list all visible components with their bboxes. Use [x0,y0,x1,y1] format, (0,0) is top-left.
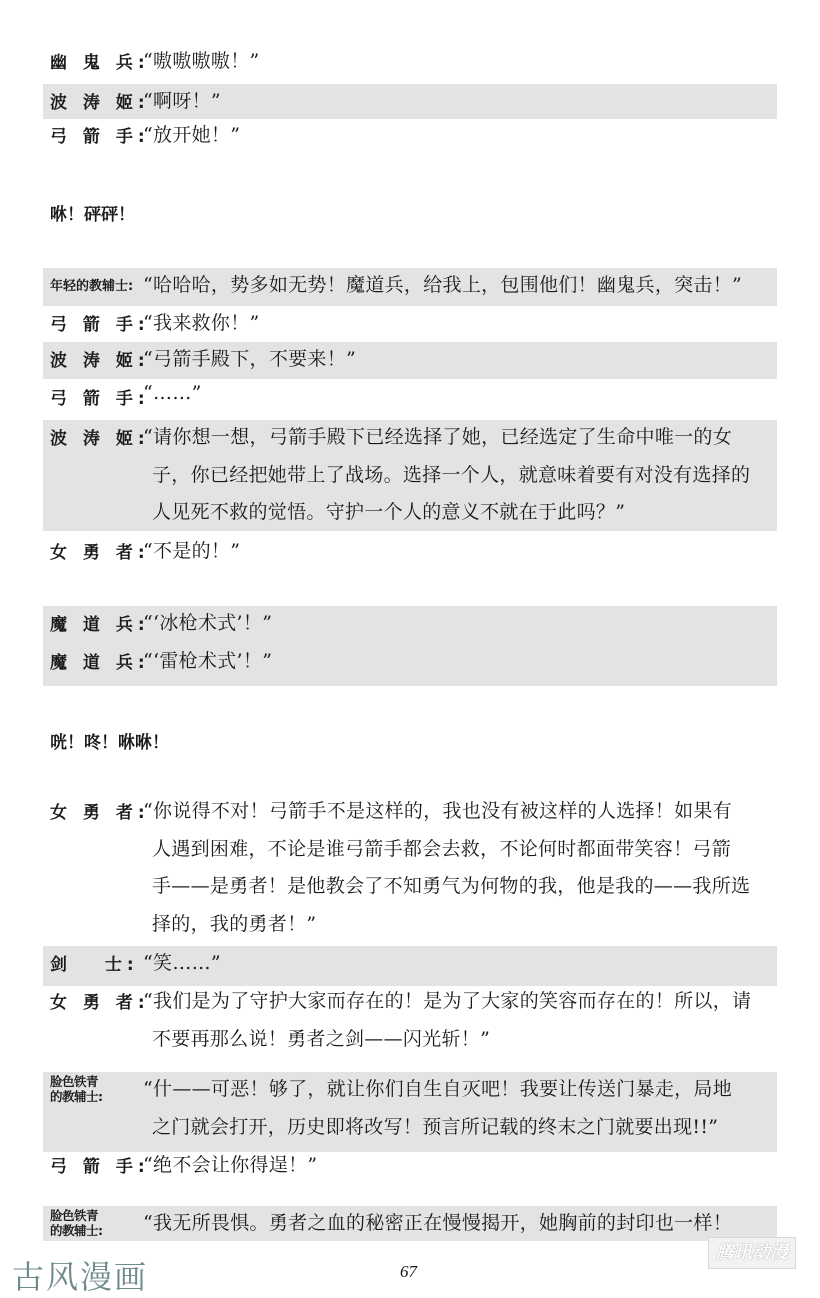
dialogue-line: “啊呀！” [143,90,221,112]
speaker-name: 波 涛 姬: [50,93,150,113]
dialogue-line: “‘冰枪术式’！” [143,612,273,634]
dialogue-line: “嗷嗷嗷嗷！” [143,50,260,72]
speaker-name: 女 勇 者: [50,993,150,1013]
dialogue-line: “你说得不对！弓箭手不是这样的，我也没有被这样的人选择！如果有 [143,800,733,822]
dialogue-line: “不是的！” [143,540,241,562]
watermark: 古风漫画 [12,1258,149,1296]
speaker-name: 脸色铁青 的教辅士: [50,1074,103,1104]
dialogue-line: “我来救你！” [143,312,260,334]
sound-effect: 咣！咚！咻咻！ [50,733,169,753]
dialogue-line: “弓箭手殿下，不要来！” [143,348,357,370]
dialogue-line: “笑……” [143,952,221,974]
speaker-name: 弓 箭 手: [50,389,150,409]
speaker-name: 女 勇 者: [50,543,150,563]
speaker-name: 女 勇 者: [50,803,150,823]
publisher-logo: 腾讯动漫 [708,1237,796,1269]
speaker-name: 波 涛 姬: [50,429,150,449]
speaker-name: 魔 道 兵: [50,615,150,635]
page-number: 67 [400,1262,417,1281]
dialogue-line: “请你想一想，弓箭手殿下已经选择了她，已经选定了生命中唯一的女 [143,426,733,448]
speaker-name: 年轻的教辅士: [50,279,134,294]
speaker-name: 魔 道 兵: [50,653,150,673]
speaker-name: 幽 鬼 兵: [50,53,150,73]
dialogue-line: “我们是为了守护大家而存在的！是为了大家的笑容而存在的！所以，请 [143,990,752,1012]
speaker-name: 剑 士: [50,955,139,975]
speaker-name: 脸色铁青 的教辅士: [50,1208,103,1238]
speaker-name: 弓 箭 手: [50,1157,150,1177]
dialogue-line: 之门就会打开，历史即将改写！预言所记载的终末之门就要出现!!” [152,1115,719,1138]
speaker-name: 弓 箭 手: [50,315,150,335]
sound-effect: 咻！砰砰！ [50,205,135,225]
dialogue-line: “……” [143,382,202,404]
dialogue-line: “我无所畏惧。勇者之血的秘密正在慢慢揭开，她胸前的封印也一样！ [143,1212,733,1234]
speaker-name: 弓 箭 手: [50,127,150,147]
dialogue-line: “什——可恶！够了，就让你们自生自灭吧！我要让传送门暴走，局地 [143,1078,733,1100]
dialogue-line: “哈哈哈，势多如无势！魔道兵，给我上，包围他们！幽鬼兵，突击！” [143,274,743,296]
dialogue-line: 不要再那么说！勇者之剑——闪光斩！” [152,1027,491,1050]
dialogue-line: 手——是勇者！是他教会了不知勇气为何物的我，他是我的——我所选 [152,875,751,897]
dialogue-line: “‘雷枪术式’！” [143,650,273,672]
dialogue-line: 人见死不救的觉悟。守护一个人的意义不就在于此吗？” [152,501,626,523]
dialogue-line: 子，你已经把她带上了战场。选择一个人，就意味着要有对没有选择的 [152,463,751,486]
speaker-name: 波 涛 姬: [50,351,150,371]
dialogue-line: “放开她！” [143,124,241,146]
dialogue-line: “绝不会让你得逞！” [143,1154,318,1176]
dialogue-line: 人遇到困难，不论是谁弓箭手都会去救，不论何时都面带笑容！弓箭 [152,837,732,860]
dialogue-line: 择的，我的勇者！” [152,912,317,935]
